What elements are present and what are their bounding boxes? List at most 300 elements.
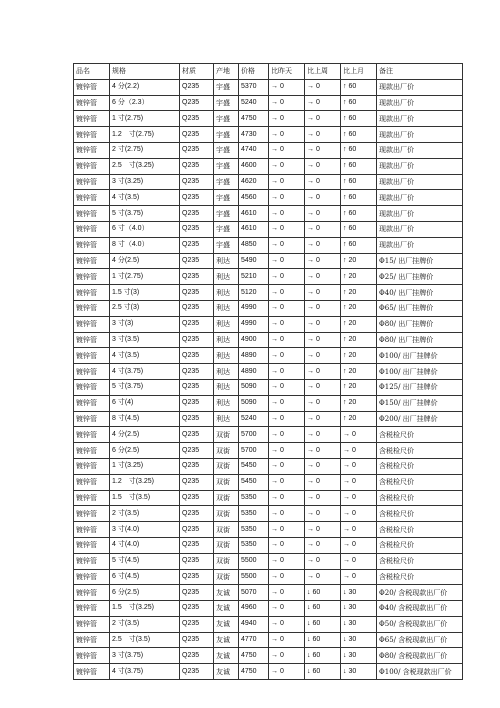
- header-vs-yesterday: 比昨天: [269, 64, 305, 80]
- cell-vs-last-month: ↑ 60: [341, 158, 377, 174]
- cell-product-name: 镀锌管: [74, 632, 110, 648]
- cell-specification: 1.2 寸(2.75): [110, 127, 180, 143]
- cell-vs-yesterday: → 0: [269, 585, 305, 601]
- cell-vs-yesterday: → 0: [269, 443, 305, 459]
- table-row: [74, 316, 463, 332]
- table-row: [74, 253, 463, 269]
- cell-product-name: 镀锌管: [74, 79, 110, 95]
- cell-price: 4610: [239, 206, 269, 222]
- cell-vs-yesterday: → 0: [269, 269, 305, 285]
- cell-origin: 宇盛: [214, 190, 239, 206]
- cell-vs-yesterday: → 0: [269, 616, 305, 632]
- cell-origin: 友诚: [214, 585, 239, 601]
- cell-product-name: 镀锌管: [74, 269, 110, 285]
- cell-specification: 3 寸(3): [110, 316, 180, 332]
- cell-specification: 4 寸(3.5): [110, 190, 180, 206]
- table-row: [74, 537, 463, 553]
- cell-specification: 4 分(2.5): [110, 253, 180, 269]
- cell-vs-last-week: → 0: [305, 269, 341, 285]
- cell-specification: 2.5 寸(3.5): [110, 632, 180, 648]
- cell-material: Q235: [180, 364, 214, 380]
- cell-origin: 友诚: [214, 648, 239, 664]
- cell-product-name: 镀锌管: [74, 190, 110, 206]
- header-vs-last-week: 比上周: [305, 64, 341, 80]
- cell-material: Q235: [180, 569, 214, 585]
- cell-remarks: Φ200/ 出厂挂牌价: [377, 411, 463, 427]
- cell-vs-last-month: ↑ 60: [341, 127, 377, 143]
- cell-vs-last-month: → 0: [341, 458, 377, 474]
- cell-vs-last-month: ↑ 60: [341, 237, 377, 253]
- table-row: [74, 443, 463, 459]
- cell-origin: 友诚: [214, 616, 239, 632]
- cell-material: Q235: [180, 111, 214, 127]
- cell-material: Q235: [180, 379, 214, 395]
- cell-vs-yesterday: → 0: [269, 142, 305, 158]
- cell-product-name: 镀锌管: [74, 300, 110, 316]
- cell-specification: 8 寸(4.5): [110, 411, 180, 427]
- cell-vs-last-month: → 0: [341, 443, 377, 459]
- cell-material: Q235: [180, 95, 214, 111]
- cell-product-name: 镀锌管: [74, 474, 110, 490]
- cell-origin: 友诚: [214, 664, 239, 680]
- cell-specification: 3 寸(4.0): [110, 522, 180, 538]
- cell-price: 4600: [239, 158, 269, 174]
- cell-origin: 双街: [214, 443, 239, 459]
- cell-vs-last-month: ↑ 60: [341, 206, 377, 222]
- table-row: [74, 206, 463, 222]
- table-row: [74, 142, 463, 158]
- cell-remarks: Φ40/ 含税现款出厂价: [377, 601, 463, 617]
- cell-vs-yesterday: → 0: [269, 237, 305, 253]
- cell-origin: 利达: [214, 300, 239, 316]
- header-material: 材质: [180, 64, 214, 80]
- cell-material: Q235: [180, 458, 214, 474]
- cell-vs-last-month: ↑ 20: [341, 348, 377, 364]
- table-row: [74, 474, 463, 490]
- cell-vs-last-week: → 0: [305, 142, 341, 158]
- header-vs-last-month: 比上月: [341, 64, 377, 80]
- cell-remarks: 含税检尺价: [377, 553, 463, 569]
- table-row: [74, 174, 463, 190]
- cell-vs-last-week: → 0: [305, 95, 341, 111]
- cell-specification: 6 寸(4): [110, 395, 180, 411]
- cell-vs-last-week: → 0: [305, 174, 341, 190]
- cell-price: 5210: [239, 269, 269, 285]
- table-row: [74, 395, 463, 411]
- cell-vs-last-month: ↑ 20: [341, 332, 377, 348]
- cell-vs-last-month: ↓ 30: [341, 648, 377, 664]
- cell-remarks: Φ25/ 出厂挂牌价: [377, 269, 463, 285]
- cell-material: Q235: [180, 411, 214, 427]
- cell-remarks: Φ100/ 出厂挂牌价: [377, 364, 463, 380]
- cell-remarks: 现款出厂价: [377, 174, 463, 190]
- cell-origin: 宇盛: [214, 206, 239, 222]
- cell-origin: 利达: [214, 395, 239, 411]
- cell-price: 5350: [239, 490, 269, 506]
- cell-product-name: 镀锌管: [74, 111, 110, 127]
- cell-price: 4990: [239, 316, 269, 332]
- cell-material: Q235: [180, 221, 214, 237]
- cell-specification: 1.2 寸(3.25): [110, 474, 180, 490]
- cell-price: 5240: [239, 95, 269, 111]
- cell-vs-last-month: ↑ 60: [341, 174, 377, 190]
- cell-product-name: 镀锌管: [74, 253, 110, 269]
- cell-material: Q235: [180, 601, 214, 617]
- cell-vs-last-week: → 0: [305, 348, 341, 364]
- cell-price: 5500: [239, 553, 269, 569]
- table-row: [74, 601, 463, 617]
- cell-specification: 4 寸(4.0): [110, 537, 180, 553]
- cell-specification: 6 分(2.5): [110, 585, 180, 601]
- cell-vs-last-week: → 0: [305, 206, 341, 222]
- table-row: [74, 569, 463, 585]
- cell-vs-last-month: ↑ 20: [341, 316, 377, 332]
- cell-vs-yesterday: → 0: [269, 569, 305, 585]
- cell-remarks: 含税检尺价: [377, 458, 463, 474]
- cell-vs-last-month: → 0: [341, 569, 377, 585]
- cell-price: 5070: [239, 585, 269, 601]
- cell-product-name: 镀锌管: [74, 285, 110, 301]
- cell-vs-last-week: → 0: [305, 300, 341, 316]
- cell-price: 4890: [239, 364, 269, 380]
- cell-price: 4610: [239, 221, 269, 237]
- cell-product-name: 镀锌管: [74, 348, 110, 364]
- cell-product-name: 镀锌管: [74, 174, 110, 190]
- cell-price: 4750: [239, 648, 269, 664]
- cell-price: 5700: [239, 443, 269, 459]
- cell-material: Q235: [180, 585, 214, 601]
- cell-remarks: 现款出厂价: [377, 95, 463, 111]
- cell-specification: 1.5 寸(3): [110, 285, 180, 301]
- cell-origin: 宇盛: [214, 158, 239, 174]
- cell-vs-last-week: → 0: [305, 569, 341, 585]
- cell-price: 5240: [239, 411, 269, 427]
- cell-vs-yesterday: → 0: [269, 364, 305, 380]
- table-row: [74, 79, 463, 95]
- cell-specification: 3 寸(3.5): [110, 332, 180, 348]
- cell-vs-last-month: → 0: [341, 474, 377, 490]
- cell-remarks: 现款出厂价: [377, 127, 463, 143]
- cell-price: 5090: [239, 379, 269, 395]
- cell-vs-last-week: → 0: [305, 190, 341, 206]
- cell-specification: 4 寸(3.75): [110, 364, 180, 380]
- cell-vs-last-month: ↑ 60: [341, 95, 377, 111]
- cell-price: 4940: [239, 616, 269, 632]
- cell-origin: 利达: [214, 269, 239, 285]
- table-row: [74, 364, 463, 380]
- table-row: [74, 221, 463, 237]
- cell-vs-last-month: ↑ 20: [341, 300, 377, 316]
- cell-product-name: 镀锌管: [74, 332, 110, 348]
- cell-vs-last-month: ↑ 20: [341, 364, 377, 380]
- cell-remarks: Φ80/ 出厂挂牌价: [377, 316, 463, 332]
- cell-remarks: 含税检尺价: [377, 490, 463, 506]
- cell-vs-yesterday: → 0: [269, 127, 305, 143]
- cell-vs-yesterday: → 0: [269, 221, 305, 237]
- cell-product-name: 镀锌管: [74, 364, 110, 380]
- cell-remarks: Φ50/ 含税现款出厂价: [377, 616, 463, 632]
- cell-product-name: 镀锌管: [74, 537, 110, 553]
- table-row: [74, 237, 463, 253]
- cell-vs-last-month: ↑ 60: [341, 190, 377, 206]
- cell-vs-last-month: → 0: [341, 490, 377, 506]
- cell-origin: 利达: [214, 348, 239, 364]
- cell-specification: 4 分(2.5): [110, 427, 180, 443]
- cell-origin: 利达: [214, 253, 239, 269]
- cell-vs-last-week: → 0: [305, 474, 341, 490]
- cell-price: 4960: [239, 601, 269, 617]
- cell-specification: 1.5 寸(3.5): [110, 490, 180, 506]
- cell-material: Q235: [180, 616, 214, 632]
- cell-specification: 1 寸(2.75): [110, 269, 180, 285]
- cell-specification: 4 寸(3.5): [110, 348, 180, 364]
- table-row: [74, 348, 463, 364]
- cell-origin: 双街: [214, 553, 239, 569]
- cell-material: Q235: [180, 127, 214, 143]
- cell-specification: 5 寸(3.75): [110, 206, 180, 222]
- cell-material: Q235: [180, 522, 214, 538]
- cell-price: 4990: [239, 300, 269, 316]
- cell-vs-last-week: → 0: [305, 127, 341, 143]
- cell-price: 4900: [239, 332, 269, 348]
- cell-specification: 5 寸(4.5): [110, 553, 180, 569]
- cell-origin: 双街: [214, 490, 239, 506]
- cell-origin: 利达: [214, 379, 239, 395]
- cell-product-name: 镀锌管: [74, 237, 110, 253]
- cell-vs-yesterday: → 0: [269, 474, 305, 490]
- cell-specification: 6 分（2.3）: [110, 95, 180, 111]
- table-row: [74, 332, 463, 348]
- cell-product-name: 镀锌管: [74, 142, 110, 158]
- table-row: [74, 379, 463, 395]
- cell-vs-yesterday: → 0: [269, 537, 305, 553]
- cell-vs-yesterday: → 0: [269, 458, 305, 474]
- cell-product-name: 镀锌管: [74, 411, 110, 427]
- cell-material: Q235: [180, 427, 214, 443]
- cell-vs-yesterday: → 0: [269, 395, 305, 411]
- cell-origin: 宇盛: [214, 174, 239, 190]
- cell-remarks: Φ15/ 出厂挂牌价: [377, 253, 463, 269]
- cell-remarks: 含税检尺价: [377, 522, 463, 538]
- cell-remarks: 含税检尺价: [377, 474, 463, 490]
- cell-specification: 6 寸(4.5): [110, 569, 180, 585]
- cell-specification: 2.5 寸(3): [110, 300, 180, 316]
- cell-vs-last-week: → 0: [305, 443, 341, 459]
- cell-vs-last-month: ↓ 30: [341, 601, 377, 617]
- cell-origin: 宇盛: [214, 221, 239, 237]
- cell-origin: 双街: [214, 569, 239, 585]
- cell-vs-last-week: → 0: [305, 537, 341, 553]
- cell-product-name: 镀锌管: [74, 553, 110, 569]
- cell-specification: 6 分(2.5): [110, 443, 180, 459]
- header-price: 价格: [239, 64, 269, 80]
- cell-remarks: Φ40/ 出厂挂牌价: [377, 285, 463, 301]
- cell-product-name: 镀锌管: [74, 158, 110, 174]
- cell-vs-last-week: → 0: [305, 364, 341, 380]
- cell-specification: 2 寸(3.5): [110, 616, 180, 632]
- cell-remarks: 现款出厂价: [377, 142, 463, 158]
- table-row: [74, 269, 463, 285]
- cell-origin: 友诚: [214, 632, 239, 648]
- cell-vs-last-month: ↑ 60: [341, 221, 377, 237]
- table-row: [74, 158, 463, 174]
- cell-product-name: 镀锌管: [74, 379, 110, 395]
- cell-remarks: Φ100/ 含税现款出厂价: [377, 664, 463, 680]
- cell-vs-last-month: ↓ 30: [341, 585, 377, 601]
- cell-vs-last-month: → 0: [341, 553, 377, 569]
- cell-origin: 友诚: [214, 601, 239, 617]
- cell-vs-last-month: ↓ 30: [341, 664, 377, 680]
- cell-specification: 2 寸(2.75): [110, 142, 180, 158]
- cell-product-name: 镀锌管: [74, 601, 110, 617]
- cell-price: 5450: [239, 474, 269, 490]
- cell-vs-yesterday: → 0: [269, 506, 305, 522]
- table-row: [74, 632, 463, 648]
- cell-product-name: 镀锌管: [74, 569, 110, 585]
- cell-vs-last-month: ↑ 20: [341, 411, 377, 427]
- cell-remarks: 现款出厂价: [377, 237, 463, 253]
- cell-price: 4890: [239, 348, 269, 364]
- cell-price: 5350: [239, 522, 269, 538]
- cell-vs-yesterday: → 0: [269, 174, 305, 190]
- cell-vs-yesterday: → 0: [269, 664, 305, 680]
- cell-price: 5350: [239, 506, 269, 522]
- cell-product-name: 镀锌管: [74, 206, 110, 222]
- cell-product-name: 镀锌管: [74, 616, 110, 632]
- cell-material: Q235: [180, 300, 214, 316]
- cell-price: 5120: [239, 285, 269, 301]
- cell-origin: 双街: [214, 506, 239, 522]
- cell-vs-last-month: ↑ 20: [341, 285, 377, 301]
- cell-vs-last-week: → 0: [305, 395, 341, 411]
- cell-material: Q235: [180, 206, 214, 222]
- cell-vs-last-week: → 0: [305, 332, 341, 348]
- cell-remarks: Φ65/ 含税现款出厂价: [377, 632, 463, 648]
- cell-product-name: 镀锌管: [74, 316, 110, 332]
- cell-vs-last-month: ↑ 20: [341, 395, 377, 411]
- cell-vs-yesterday: → 0: [269, 522, 305, 538]
- cell-price: 4740: [239, 142, 269, 158]
- cell-remarks: 现款出厂价: [377, 190, 463, 206]
- cell-origin: 利达: [214, 285, 239, 301]
- cell-price: 4730: [239, 127, 269, 143]
- cell-material: Q235: [180, 632, 214, 648]
- cell-vs-yesterday: → 0: [269, 601, 305, 617]
- cell-specification: 3 寸(3.75): [110, 648, 180, 664]
- table-row: [74, 127, 463, 143]
- cell-specification: 4 寸(3.75): [110, 664, 180, 680]
- cell-origin: 利达: [214, 364, 239, 380]
- cell-vs-last-week: → 0: [305, 79, 341, 95]
- cell-price: 5500: [239, 569, 269, 585]
- cell-vs-last-month: ↑ 20: [341, 253, 377, 269]
- cell-vs-last-week: → 0: [305, 506, 341, 522]
- cell-specification: 1 寸(3.25): [110, 458, 180, 474]
- cell-specification: 1 寸(2.75): [110, 111, 180, 127]
- cell-material: Q235: [180, 395, 214, 411]
- cell-product-name: 镀锌管: [74, 443, 110, 459]
- cell-product-name: 镀锌管: [74, 95, 110, 111]
- table-row: [74, 522, 463, 538]
- cell-remarks: 现款出厂价: [377, 221, 463, 237]
- cell-vs-yesterday: → 0: [269, 190, 305, 206]
- cell-material: Q235: [180, 443, 214, 459]
- cell-vs-yesterday: → 0: [269, 553, 305, 569]
- cell-material: Q235: [180, 253, 214, 269]
- cell-material: Q235: [180, 664, 214, 680]
- cell-vs-last-week: → 0: [305, 158, 341, 174]
- cell-material: Q235: [180, 506, 214, 522]
- cell-remarks: Φ100/ 出厂挂牌价: [377, 348, 463, 364]
- cell-product-name: 镀锌管: [74, 522, 110, 538]
- cell-vs-last-week: ↓ 60: [305, 616, 341, 632]
- cell-price: 4770: [239, 632, 269, 648]
- cell-vs-last-week: → 0: [305, 490, 341, 506]
- table-row: [74, 616, 463, 632]
- cell-material: Q235: [180, 190, 214, 206]
- cell-product-name: 镀锌管: [74, 664, 110, 680]
- cell-price: 5350: [239, 537, 269, 553]
- cell-product-name: 镀锌管: [74, 395, 110, 411]
- header-product-name: 品名: [74, 64, 110, 80]
- cell-price: 4850: [239, 237, 269, 253]
- cell-vs-yesterday: → 0: [269, 111, 305, 127]
- cell-material: Q235: [180, 474, 214, 490]
- cell-remarks: Φ125/ 出厂挂牌价: [377, 379, 463, 395]
- cell-material: Q235: [180, 142, 214, 158]
- cell-origin: 双街: [214, 522, 239, 538]
- header-specification: 规格: [110, 64, 180, 80]
- table-row: [74, 411, 463, 427]
- cell-price: 5450: [239, 458, 269, 474]
- cell-material: Q235: [180, 158, 214, 174]
- cell-vs-yesterday: → 0: [269, 253, 305, 269]
- cell-vs-last-week: → 0: [305, 221, 341, 237]
- cell-remarks: 含税检尺价: [377, 443, 463, 459]
- cell-origin: 利达: [214, 316, 239, 332]
- cell-vs-yesterday: → 0: [269, 95, 305, 111]
- cell-specification: 6 寸（4.0）: [110, 221, 180, 237]
- cell-price: 4560: [239, 190, 269, 206]
- cell-price: 4750: [239, 664, 269, 680]
- cell-vs-last-month: ↑ 20: [341, 269, 377, 285]
- cell-price: 4750: [239, 111, 269, 127]
- cell-product-name: 镀锌管: [74, 458, 110, 474]
- table-row: [74, 553, 463, 569]
- cell-remarks: 含税检尺价: [377, 506, 463, 522]
- table-row: [74, 111, 463, 127]
- cell-origin: 宇盛: [214, 237, 239, 253]
- cell-remarks: Φ65/ 出厂挂牌价: [377, 300, 463, 316]
- cell-vs-last-week: ↓ 60: [305, 664, 341, 680]
- cell-material: Q235: [180, 285, 214, 301]
- table-row: [74, 585, 463, 601]
- table-header-row: [74, 64, 463, 80]
- cell-vs-yesterday: → 0: [269, 158, 305, 174]
- cell-product-name: 镀锌管: [74, 648, 110, 664]
- cell-vs-last-week: → 0: [305, 111, 341, 127]
- cell-vs-last-week: → 0: [305, 427, 341, 443]
- table-row: [74, 506, 463, 522]
- cell-vs-last-week: → 0: [305, 285, 341, 301]
- cell-specification: 1.5 寸(3.25): [110, 601, 180, 617]
- cell-vs-last-week: → 0: [305, 553, 341, 569]
- cell-remarks: 含税检尺价: [377, 569, 463, 585]
- cell-vs-last-month: ↑ 60: [341, 142, 377, 158]
- cell-vs-yesterday: → 0: [269, 79, 305, 95]
- cell-vs-last-month: → 0: [341, 427, 377, 443]
- cell-vs-yesterday: → 0: [269, 316, 305, 332]
